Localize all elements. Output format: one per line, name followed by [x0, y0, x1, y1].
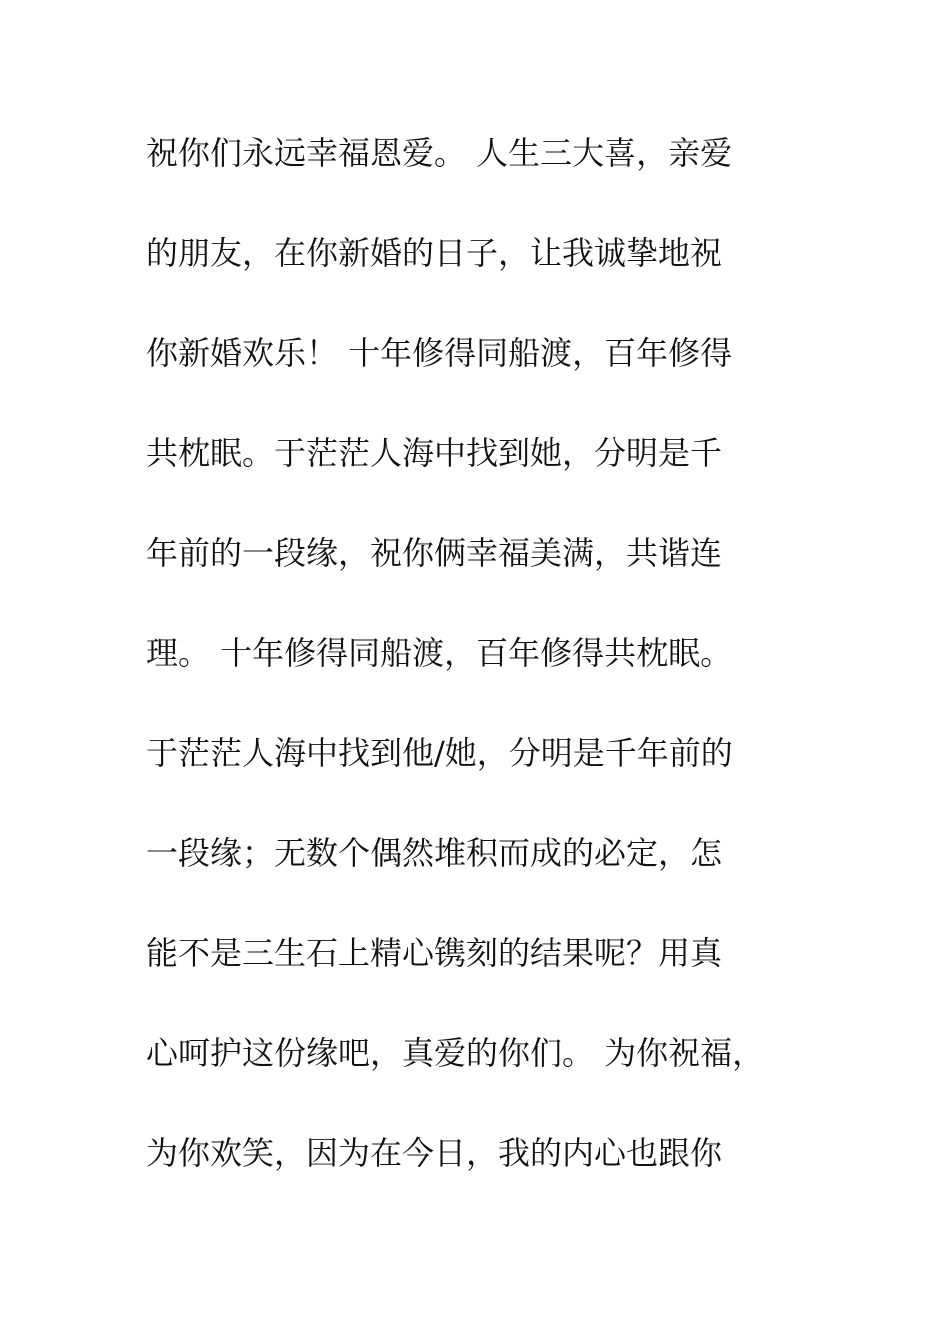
- text-line: 年前的一段缘，祝你俩幸福美满，共谐连: [146, 534, 723, 572]
- text-line: 于茫茫人海中找到他/她，分明是千年前的: [146, 734, 733, 772]
- text-line: 一段缘；无数个偶然堆积而成的必定，怎: [146, 834, 723, 872]
- text-line: 能不是三生石上精心镌刻的结果呢？用真: [146, 934, 723, 972]
- text-line: 理。 十年修得同船渡，百年修得共枕眠。: [146, 634, 733, 672]
- text-line: 心呵护这份缘吧，真爱的你们。 为你祝福，: [146, 1034, 765, 1072]
- text-line: 的朋友，在你新婚的日子，让我诚挚地祝: [146, 234, 723, 272]
- body-text: [146, 120, 836, 1220]
- text-line: 祝你们永远幸福恩爱。 人生三大喜，亲爱: [146, 134, 733, 172]
- text-line: 共枕眠。于茫茫人海中找到她，分明是千: [146, 434, 723, 472]
- text-line: 你新婚欢乐！ 十年修得同船渡，百年修得: [146, 334, 733, 372]
- text-line: 为你欢笑，因为在今日，我的内心也跟你: [146, 1134, 723, 1172]
